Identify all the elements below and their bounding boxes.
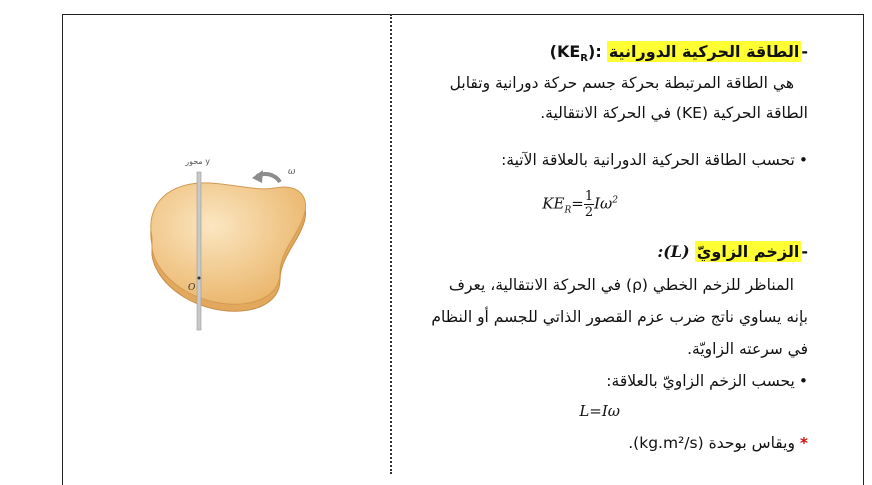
bullet-dot: • [798,151,808,169]
section1-symbol: $(KE_R)$: [549,42,602,65]
section2-symbol: (L): [657,242,690,261]
ke-formula: $KE_R=$ $\frac{1}{2}$ $I\omega^2$ [542,189,618,220]
column-divider [390,14,392,474]
section1-title: الطاقة الحركية الدورانية [608,42,800,61]
l-formula: L=Iω [579,402,620,420]
section1-line1: هي الطاقة المرتبطة بحركة جسم حركة دورانية وتقابل [449,74,794,92]
rotating-body-figure [130,150,330,340]
omega-label: ω [288,167,296,177]
origin-dot [198,277,201,280]
section2-bullet: •يحسب الزخم الزاويّ بالعلاقة: [606,372,808,390]
section1-line2: الطاقة الحركية (KE) في الحركة الانتقالية. [540,104,808,122]
unit-line: * ويقاس بوحدة (kg.m²/s). [628,434,808,452]
heading-dash: - [801,42,808,61]
fraction: $\frac{1}{2}$ [584,189,594,220]
section1-heading [550,42,808,64]
star-icon: * [799,434,808,452]
section2-line2: بإنه يساوي ناتج ضرب عزم القصور الذاتي للجسم أو النظام [431,308,808,326]
section2-line3: في سرعته الزاويّة. [687,340,808,358]
text-column [396,14,808,474]
section2-line1: المناظر للزخم الخطي (ρ) في الحركة الانتقالية، يعرف [448,276,794,294]
origin-label: O [188,283,196,293]
section2-title: الزخم الزاويّ [696,242,800,261]
section2-heading: -الزخم الزاويّ (L): [657,242,808,261]
axis-rod [197,172,201,330]
section1-bullet: •تحسب الطاقة الحركية الدورانية بالعلاقة الآتية: [501,151,808,169]
axis-label: محور y [185,157,210,166]
